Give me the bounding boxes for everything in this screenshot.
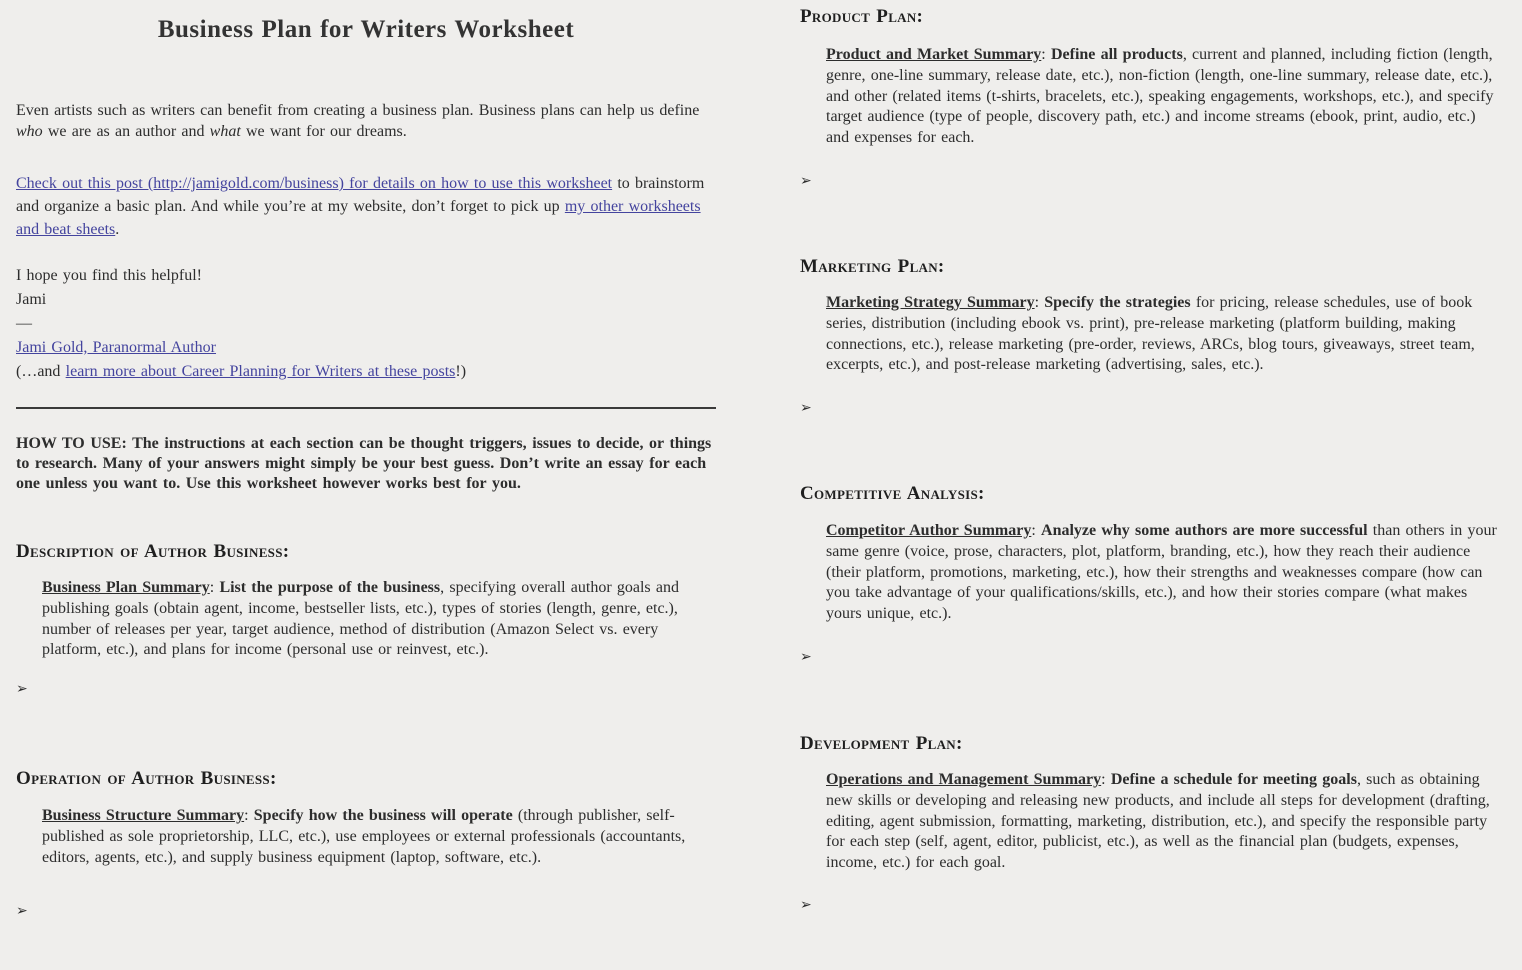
text-run: !): [455, 363, 467, 380]
text-run: (through publisher, self-published as sole proprietorship, LLC, etc.), use employees or external professionals (accountants, editors, agents, etc.), and supply business equipment (laptop, software, etc.).: [42, 807, 686, 866]
section-heading-development-plan: Development Plan:: [800, 733, 963, 754]
section-body-development-plan: [800, 770, 1500, 874]
jami-gold-author-link[interactable]: Jami Gold, Paranormal Author: [16, 339, 217, 356]
text-run: :: [244, 807, 254, 824]
text-run: Even artists such as writers can benefit from creating a business plan. Business plans can help us define: [16, 102, 700, 119]
text-run: List the purpose of the business: [219, 579, 441, 596]
text-run: :: [1034, 294, 1045, 311]
bullet-arrow-icon: ➢: [16, 681, 28, 697]
cta-paragraph: [16, 172, 716, 241]
page-title: Business Plan for Writers Worksheet: [157, 16, 575, 43]
section-heading-description-of-author-business: Description of Author Business:: [16, 541, 290, 562]
signoff-line-jami: Jami: [16, 291, 47, 308]
text-run: :: [1041, 46, 1051, 63]
section-heading-operation-of-author-business: Operation of Author Business:: [16, 768, 277, 789]
other-worksheets-link[interactable]: my other worksheets and beat sheets: [16, 198, 701, 238]
left-page: [16, 0, 716, 970]
bullet-arrow-icon: ➢: [800, 649, 812, 665]
text-run: to brainstorm and organize a basic plan. And while you’re at my website, don’t forget to pick up: [16, 175, 705, 215]
text-run: what: [209, 123, 241, 140]
section-heading-product-plan: Product Plan:: [800, 6, 924, 27]
text-run: Define a schedule for meeting goals: [1110, 771, 1357, 788]
bullet-arrow-icon: ➢: [800, 897, 812, 913]
text-run: Competitor Author Summary: [826, 522, 1032, 539]
how-to-use-paragraph: [16, 434, 716, 494]
section-body-competitive-analysis: [800, 521, 1500, 625]
text-run: , specifying overall author goals and publishing goals (obtain agent, income, bestseller lists, etc.), types of stories (length, genre, etc.), number of releases per year, target audience, method of distribution (Amazon Select vs. every platform, etc.), and plans for income (personal use or reinvest, etc.).: [42, 579, 679, 659]
worksheet-post-link[interactable]: Check out this post (http://jamigold.com/business) for details on how to use this worksheet: [16, 175, 613, 192]
signoff-more-line: [16, 360, 716, 384]
intro-paragraph: [16, 100, 716, 142]
text-run: , current and planned, including fiction (length, genre, one-line summary, release date, etc.), non-fiction (length, one-line summary, release date, etc.), and other (related items (t-shirts, bracelets, etc.), speaking engagements, workshops, etc.), and specify target audience (type of people, discovery path, etc.) and income streams (ebook, print, audio, etc.) and expenses for each.: [826, 46, 1494, 147]
text-run: Specify how the business will operate: [253, 807, 513, 824]
section-body-product-plan: [800, 45, 1500, 149]
text-run: Define all products: [1050, 46, 1183, 63]
text-run: :: [209, 579, 220, 596]
text-run: Product and Market Summary: [826, 46, 1042, 63]
signoff-dash: —: [16, 315, 32, 332]
section-body-description-of-author-business: [16, 578, 716, 661]
text-run: :: [1101, 771, 1111, 788]
text-run: , such as obtaining new skills or developing and releasing new products, and include all steps for development (drafting, editing, agent submission, formatting, marketing, distribution, etc.), and specify the responsible party for each step (self, agent, editor, publicist, etc.), as well as the financial plan (budgets, expenses, income, etc.) for each goal.: [826, 771, 1490, 872]
text-run: Operations and Management Summary: [826, 771, 1102, 788]
signoff-block: [16, 264, 716, 384]
section-heading-competitive-analysis: Competitive Analysis:: [800, 483, 985, 504]
text-run: .: [115, 221, 120, 238]
bullet-arrow-icon: ➢: [800, 400, 812, 416]
text-run: HOW TO USE: The instructions at each section can be thought triggers, issues to decide, or things to research. Many of your answers might simply be your best guess. Don’t write an essay for each one unless you want to. Use this worksheet however works best for you.: [16, 435, 712, 492]
text-run: Analyze why some authors are more successful: [1041, 522, 1368, 539]
text-run: than others in your same genre (voice, prose, characters, plot, platform, branding, etc.), how they reach their audience (their platform, promotions, marketing, etc.), how their strengths and weaknesses compare (how can you take advantage of your qualifications/skills, etc.), and how their stories compare (what makes yours unique, etc.).: [826, 522, 1497, 623]
text-run: we are as an author and: [42, 123, 210, 140]
right-page: [800, 0, 1500, 970]
divider-rule: [16, 407, 716, 409]
text-run: Business Plan Summary: [42, 579, 210, 596]
section-body-operation-of-author-business: [16, 806, 716, 868]
text-run: :: [1031, 522, 1042, 539]
text-run: we want for our dreams.: [240, 123, 407, 140]
text-run: Specify the strategies: [1044, 294, 1191, 311]
text-run: Business Structure Summary: [42, 807, 245, 824]
career-planning-link[interactable]: learn more about Career Planning for Writers at these posts: [65, 363, 456, 380]
text-run: Marketing Strategy Summary: [826, 294, 1035, 311]
bullet-arrow-icon: ➢: [16, 903, 28, 919]
section-heading-marketing-plan: Marketing Plan:: [800, 256, 945, 277]
text-run: for pricing, release schedules, use of book series, distribution (including ebook vs. print), pre-release marketing (platform building, making connections, etc.), release marketing (pre-order, reviews, ARCs, blog tours, giveaways, street team, excerpts, etc.), and post-release marketing (advertising, sales, etc.).: [826, 294, 1475, 374]
bullet-arrow-icon: ➢: [800, 173, 812, 189]
text-run: (…and: [16, 363, 66, 380]
signoff-line-helpful: I hope you find this helpful!: [16, 267, 202, 284]
section-body-marketing-plan: [800, 293, 1500, 376]
text-run: who: [16, 123, 43, 140]
